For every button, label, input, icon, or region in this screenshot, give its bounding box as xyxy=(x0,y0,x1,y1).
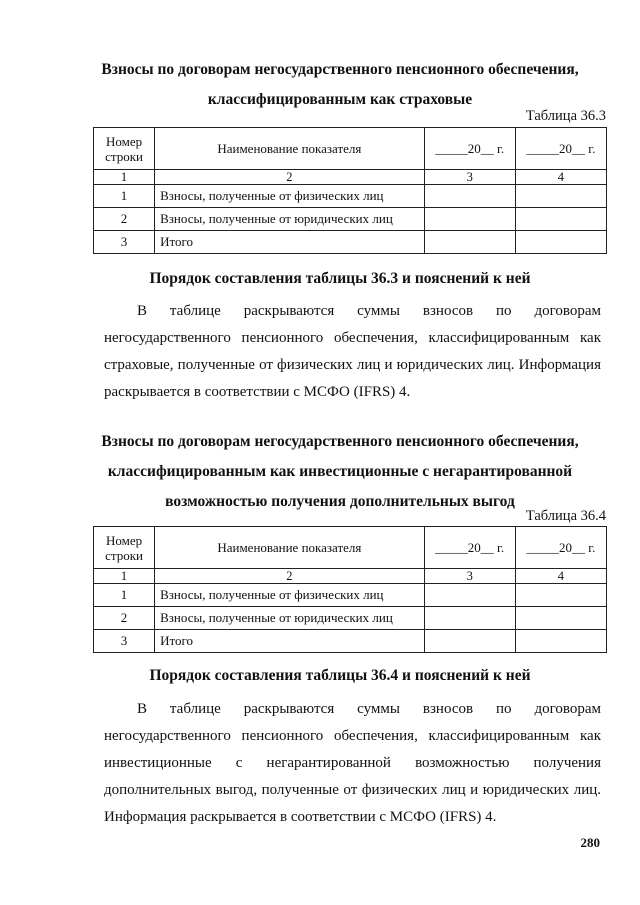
value-cell xyxy=(515,208,606,231)
paragraph-first-line: В таблице раскрываются суммы взносов по договорам xyxy=(137,701,601,717)
column-number: 3 xyxy=(424,569,515,584)
table-row xyxy=(94,584,607,607)
row-name: Взносы, полученные от юридических лиц xyxy=(155,607,425,630)
table-header-row xyxy=(94,527,607,569)
value-cell xyxy=(515,607,606,630)
column-number: 4 xyxy=(515,170,606,185)
section2-title-line3: возможностью получения дополнительных выгод xyxy=(165,493,515,510)
table-row xyxy=(94,231,607,254)
section1-title xyxy=(60,55,620,115)
section2-title-line1: Взносы по договорам негосударственного пенсионного обеспечения, xyxy=(101,433,579,450)
header-row-number xyxy=(94,527,155,569)
header-year-1: _____20__ г. xyxy=(424,527,515,569)
value-cell xyxy=(515,185,606,208)
column-number: 2 xyxy=(155,170,425,185)
header-row-number-line1: Номер xyxy=(105,133,143,149)
value-cell xyxy=(424,630,515,653)
table-row xyxy=(94,607,607,630)
table-row xyxy=(94,208,607,231)
section1-title-line1: Взносы по договорам негосударственного пенсионного обеспечения, xyxy=(101,61,579,78)
table-row xyxy=(94,185,607,208)
row-number: 2 xyxy=(94,208,155,231)
section1-title-line2: классифицированным как страховые xyxy=(207,91,473,108)
section1-paragraph xyxy=(104,298,601,406)
section1-heading: Порядок составления таблицы 36.3 и пояснений к ней xyxy=(149,270,531,287)
value-cell xyxy=(424,584,515,607)
row-number: 2 xyxy=(94,607,155,630)
table-row xyxy=(94,630,607,653)
header-row-number-line1: Номер xyxy=(105,532,143,548)
column-numbering-row xyxy=(94,170,607,185)
paragraph-first-line: В таблице раскрываются суммы взносов по договорам xyxy=(137,303,601,319)
paragraph-body: негосударственного пенсионного обеспечения, классифицированным как страховые, полученные от физических лиц и юридических лиц. Информация раскрывается в соответствии с МСФО (IFRS) 4. xyxy=(104,330,601,400)
column-numbering-row xyxy=(94,569,607,584)
row-number: 3 xyxy=(94,231,155,254)
header-row-number xyxy=(94,128,155,170)
header-indicator-name: Наименование показателя xyxy=(155,128,425,170)
header-row-number-line2: строки xyxy=(105,148,143,164)
table-header-row xyxy=(94,128,607,170)
row-number: 1 xyxy=(94,584,155,607)
table-36-4 xyxy=(93,526,607,653)
row-number: 3 xyxy=(94,630,155,653)
header-year-2: _____20__ г. xyxy=(515,527,606,569)
section2-paragraph xyxy=(104,696,601,831)
page-number: 280 xyxy=(580,835,600,850)
value-cell xyxy=(515,630,606,653)
column-number: 2 xyxy=(155,569,425,584)
column-number: 3 xyxy=(424,170,515,185)
column-number: 1 xyxy=(94,569,155,584)
row-name: Итого xyxy=(155,630,425,653)
value-cell xyxy=(424,231,515,254)
row-name: Взносы, полученные от юридических лиц xyxy=(155,208,425,231)
table-36-4-label: Таблица 36.4 xyxy=(525,508,606,524)
column-number: 1 xyxy=(94,170,155,185)
table-36-3 xyxy=(93,127,607,254)
section2-title-line2: классифицированным как инвестиционные с негарантированной xyxy=(107,463,573,480)
value-cell xyxy=(424,185,515,208)
section2-heading: Порядок составления таблицы 36.4 и пояснений к ней xyxy=(149,667,531,684)
column-number: 4 xyxy=(515,569,606,584)
table-36-3-label: Таблица 36.3 xyxy=(525,108,606,124)
header-year-1: _____20__ г. xyxy=(424,128,515,170)
value-cell xyxy=(424,208,515,231)
paragraph-body: негосударственного пенсионного обеспечения, классифицированным как инвестиционные с негарантированной возможностью получения дополнительных выгод, полученные от физических лиц и юридических лиц. Информация раскрывается в соответствии с МСФО (IFRS) 4. xyxy=(104,728,601,825)
header-year-2: _____20__ г. xyxy=(515,128,606,170)
header-row-number-line2: строки xyxy=(105,547,143,563)
header-indicator-name: Наименование показателя xyxy=(155,527,425,569)
row-number: 1 xyxy=(94,185,155,208)
value-cell xyxy=(424,607,515,630)
value-cell xyxy=(515,584,606,607)
row-name: Итого xyxy=(155,231,425,254)
row-name: Взносы, полученные от физических лиц xyxy=(155,185,425,208)
row-name: Взносы, полученные от физических лиц xyxy=(155,584,425,607)
section2-title xyxy=(60,427,620,517)
value-cell xyxy=(515,231,606,254)
